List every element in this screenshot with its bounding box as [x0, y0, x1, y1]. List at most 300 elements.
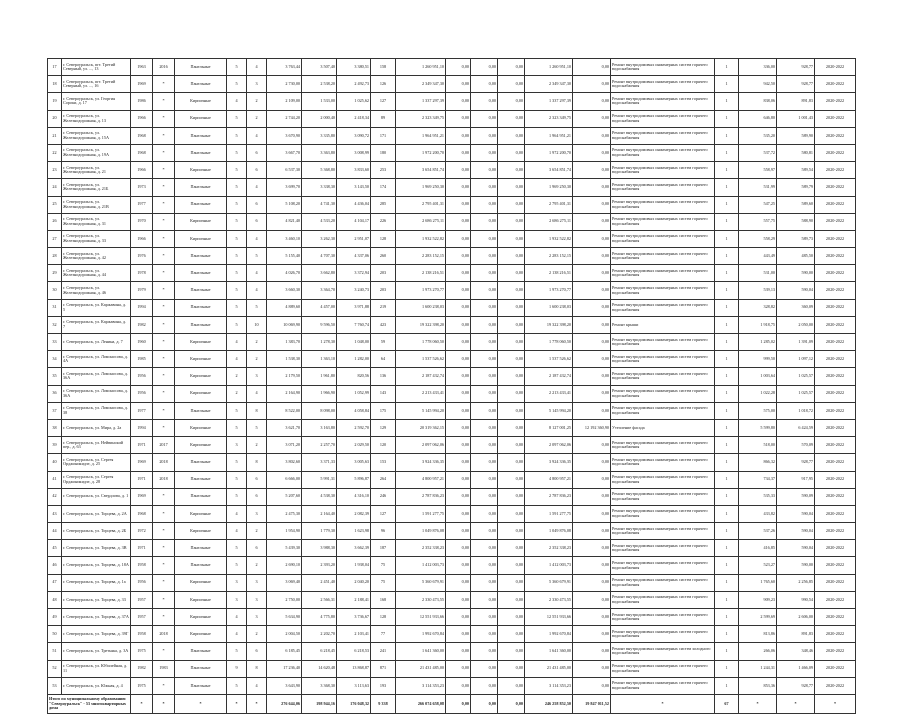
table-cell: 0,00 — [573, 179, 611, 196]
table-cell: г. Североуральск, ул. Торцева, д. 2Б — [62, 523, 131, 540]
table-cell: * — [153, 248, 175, 265]
table-cell: г. Североуральск, ул. Каржавина, д. 7 — [62, 316, 131, 333]
table-cell: 1973 — [131, 179, 153, 196]
table-cell: 2 — [247, 93, 267, 110]
table-row — [48, 523, 856, 540]
table-cell: 2020-2022 — [815, 282, 856, 299]
table-cell: 0,00 — [446, 230, 471, 247]
table-cell: 126 — [371, 76, 396, 93]
table-cell: 0,00 — [471, 316, 498, 333]
table-cell: Ремонт внутридомовых инженерных систем горячего водоснабжения — [611, 59, 715, 76]
table-cell: 3 262,30 — [302, 230, 337, 247]
table-cell: 539,13 — [739, 282, 777, 299]
table-cell: 3 071,20 — [267, 437, 302, 454]
table-cell: 590,04 — [777, 523, 815, 540]
table-cell: 0,00 — [498, 643, 525, 660]
table-cell: 5 — [227, 213, 247, 230]
table-cell: г. Североуральск, ул. Ломоносова, д. 36А — [62, 368, 131, 385]
table-cell: 2020-2022 — [815, 248, 856, 265]
table-cell: * — [153, 591, 175, 608]
table-cell: 0,00 — [498, 540, 525, 557]
table-cell: 48 — [48, 591, 62, 608]
table-cell: 0,00 — [471, 591, 498, 608]
table-cell: Ремонт внутридомовых инженерных систем горячего водоснабжения — [611, 505, 715, 522]
total-cell: * — [175, 694, 227, 713]
table-cell: 1 964 951,21 — [525, 127, 573, 144]
table-cell: 1 — [715, 93, 739, 110]
table-cell: 0,00 — [446, 471, 471, 488]
table-cell: 1 — [715, 196, 739, 213]
table-row — [48, 299, 856, 316]
table-cell: 75 — [371, 574, 396, 591]
table-cell: Ремонт внутридомовых инженерных систем горячего водоснабжения — [611, 144, 715, 161]
table-cell: 3 507,40 — [302, 59, 337, 76]
table-cell: 0,00 — [498, 230, 525, 247]
table-cell: Кирпичные — [175, 437, 227, 454]
total-cell: 0,00 — [498, 694, 525, 713]
table-cell: 6 185,45 — [267, 643, 302, 660]
table-cell: 187 — [371, 540, 396, 557]
table-cell: 5 — [247, 419, 267, 436]
table-cell: 0,00 — [573, 196, 611, 213]
table-cell: 246 — [371, 488, 396, 505]
table-cell: Панельные — [175, 402, 227, 419]
table-cell: 22 — [48, 144, 62, 161]
table-cell: 3 368,30 — [302, 677, 337, 694]
table-cell: 0,00 — [498, 334, 525, 351]
table-cell: 2020-2022 — [815, 574, 856, 591]
table-cell: 3 763,44 — [267, 59, 302, 76]
table-row — [48, 368, 856, 385]
table-cell: 5 — [227, 316, 247, 333]
table-cell: 928,77 — [777, 454, 815, 471]
table-cell: 537,26 — [739, 523, 777, 540]
table-cell: 535,33 — [739, 488, 777, 505]
table-cell: 5 — [227, 454, 247, 471]
table-cell: 6 — [247, 162, 267, 179]
table-cell: 5 — [227, 265, 247, 282]
table-cell: 0,00 — [446, 265, 471, 282]
table-cell: 3 163,80 — [302, 419, 337, 436]
table-cell: 10 — [247, 316, 267, 333]
table-cell: Ремонт внутридомовых инженерных систем горячего водоснабжения — [611, 110, 715, 127]
table-row — [48, 505, 856, 522]
table-cell: 0,00 — [471, 368, 498, 385]
table-row — [48, 179, 856, 196]
table-cell: г. Североуральск, ул. Торцева, д. 1а — [62, 574, 131, 591]
table-cell: 1956 — [131, 574, 153, 591]
table-cell: г. Североуральск, ул. Юбилейная, д. 11 — [62, 660, 131, 677]
table-cell: 2020-2022 — [815, 76, 856, 93]
table-row — [48, 144, 856, 161]
table-cell: * — [153, 368, 175, 385]
table-cell: 3 — [247, 591, 267, 608]
table-cell: 10 069,90 — [267, 316, 302, 333]
table-row — [48, 334, 856, 351]
table-cell: 136 — [371, 368, 396, 385]
table-cell: * — [153, 540, 175, 557]
table-row — [48, 265, 856, 282]
table-cell: 6 — [247, 196, 267, 213]
table-cell: 0,00 — [573, 351, 611, 368]
table-row — [48, 162, 856, 179]
table-cell: Ремонт внутридомовых инженерных систем горячего водоснабжения — [611, 437, 715, 454]
table-cell: 0,00 — [498, 282, 525, 299]
table-cell: 260 — [371, 248, 396, 265]
table-cell: 13 868,87 — [337, 660, 371, 677]
table-cell: 0,00 — [446, 93, 471, 110]
table-cell: 0,00 — [471, 471, 498, 488]
table-cell: г. Североуральск, ул. Железнодорожная, д. 15А — [62, 127, 131, 144]
table-cell: 1 — [715, 282, 739, 299]
table-cell: 1 — [715, 162, 739, 179]
table-cell: Ремонт внутридомовых инженерных систем горячего водоснабжения — [611, 385, 715, 402]
table-cell: 0,00 — [573, 127, 611, 144]
table-cell: * — [153, 230, 175, 247]
table-cell: 3 — [247, 76, 267, 93]
table-cell: 203 — [371, 265, 396, 282]
table-cell: 264 — [371, 471, 396, 488]
table-cell: 0,00 — [471, 523, 498, 540]
table-cell: Панельные — [175, 557, 227, 574]
table-cell: 5 — [227, 282, 247, 299]
table-cell: 1 — [715, 454, 739, 471]
table-cell: 0,00 — [471, 643, 498, 660]
table-cell: 2 257,70 — [302, 437, 337, 454]
table-cell: 1 — [715, 419, 739, 436]
table-cell: 171 — [371, 127, 396, 144]
table-cell: 2020-2022 — [815, 213, 856, 230]
table-cell: 0,00 — [573, 299, 611, 316]
table-cell: 1 260 951,10 — [525, 59, 573, 76]
table-cell: 1 591 277,75 — [396, 505, 446, 522]
table-cell: 1 — [715, 437, 739, 454]
table-cell: 1971 — [131, 540, 153, 557]
table-cell: 1 412 003,73 — [525, 557, 573, 574]
table-cell: 1 533,00 — [302, 93, 337, 110]
table-cell: 0,00 — [573, 334, 611, 351]
table-cell: 4 — [247, 59, 267, 76]
table-cell: 175 — [371, 402, 396, 419]
table-cell: 0,00 — [471, 110, 498, 127]
table-cell: 42 — [48, 488, 62, 505]
table-cell: 2018 — [153, 471, 175, 488]
table-cell: 2020-2022 — [815, 334, 856, 351]
table-cell: 1 938,04 — [337, 557, 371, 574]
table-cell: Панельные — [175, 196, 227, 213]
table-cell: 1 412 003,73 — [396, 557, 446, 574]
table-cell: 590,04 — [777, 505, 815, 522]
table-cell: 5 — [227, 677, 247, 694]
table-cell: 19 322 398,20 — [396, 316, 446, 333]
table-cell: Кирпичные — [175, 609, 227, 626]
table-cell: г. Североуральск, ул. Торцева, д. 37А — [62, 609, 131, 626]
table-row — [48, 385, 856, 402]
table-cell: г. Североуральск, ул. Железнодорожная, д. 31 — [62, 213, 131, 230]
table-cell: 0,00 — [498, 196, 525, 213]
table-cell: 1 538,30 — [267, 351, 302, 368]
table-cell: 1 — [715, 230, 739, 247]
table-cell: * — [153, 282, 175, 299]
table-row — [48, 419, 856, 436]
table-cell: 0,00 — [446, 454, 471, 471]
table-cell: 2020-2022 — [815, 557, 856, 574]
table-cell: Ремонт внутридомовых инженерных систем горячего водоснабжения — [611, 282, 715, 299]
table-cell: 3 069,40 — [267, 574, 302, 591]
table-cell: 2018 — [153, 626, 175, 643]
table-cell: Ремонт внутридомовых инженерных систем горячего водоснабжения — [611, 230, 715, 247]
table-cell: 1978 — [131, 265, 153, 282]
table-cell: 1969 — [131, 488, 153, 505]
table-cell: 1985 — [131, 351, 153, 368]
table-cell: 0,00 — [446, 591, 471, 608]
table-cell: 348,46 — [777, 643, 815, 660]
table-cell: Панельные — [175, 540, 227, 557]
table-cell: 1 — [715, 557, 739, 574]
table-cell: 2 393,20 — [302, 557, 337, 574]
table-cell: 3 338,30 — [302, 179, 337, 196]
table-cell: * — [153, 574, 175, 591]
table-cell: 590,00 — [777, 265, 815, 282]
table-cell: 2 164,90 — [267, 385, 302, 402]
table-cell: 1 — [715, 677, 739, 694]
table-cell: 0,00 — [498, 299, 525, 316]
table-cell: 443,49 — [739, 248, 777, 265]
table-cell: 3 988,30 — [302, 540, 337, 557]
table-cell: 26 — [48, 213, 62, 230]
table-cell: 5 145 994,20 — [396, 402, 446, 419]
table-cell: 3 090,72 — [337, 127, 371, 144]
table-cell: 9 — [227, 660, 247, 677]
table-cell: 2020-2022 — [815, 437, 856, 454]
table-cell: Кирпичные — [175, 368, 227, 385]
table-row — [48, 127, 856, 144]
table-cell: 3 833,60 — [337, 162, 371, 179]
table-cell: 928,77 — [777, 59, 815, 76]
table-cell: 0,00 — [498, 248, 525, 265]
table-cell: 5 634,90 — [267, 609, 302, 626]
table-cell: 1 049 876,08 — [525, 523, 573, 540]
table-cell: 0,00 — [498, 402, 525, 419]
table-cell: 2 730,00 — [267, 76, 302, 93]
table-cell: 1975 — [131, 643, 153, 660]
table-cell: 2 000,40 — [302, 110, 337, 127]
table-cell: г. Североуральск, ул. Железнодорожная, д. 21 — [62, 162, 131, 179]
table-cell: 0,00 — [573, 540, 611, 557]
table-cell: 1960 — [131, 334, 153, 351]
table-cell: 2020-2022 — [815, 368, 856, 385]
table-cell: 590,04 — [777, 282, 815, 299]
table-cell: 2 330 473,55 — [525, 591, 573, 608]
table-cell: 1 — [715, 368, 739, 385]
table-row — [48, 660, 856, 677]
table-cell: 32 — [48, 316, 62, 333]
table-cell: 1 025,62 — [337, 93, 371, 110]
table-cell: Ремонт внутридомовых инженерных систем горячего водоснабжения — [611, 76, 715, 93]
table-cell: г. Североуральск, ул. Железнодорожная, д. 13 — [62, 110, 131, 127]
table-cell: 2 — [227, 385, 247, 402]
table-cell: 1983 — [153, 660, 175, 677]
table-cell: 2 103,41 — [337, 626, 371, 643]
table-cell: 2 — [247, 437, 267, 454]
table-cell: 3 662,80 — [302, 265, 337, 282]
table-cell: * — [153, 213, 175, 230]
table-cell: 4 — [227, 609, 247, 626]
table-cell: 37 — [48, 402, 62, 419]
table-cell: 3 667,70 — [267, 144, 302, 161]
table-cell: 1 966,90 — [302, 385, 337, 402]
table-cell: 2020-2022 — [815, 179, 856, 196]
table-cell: 0,00 — [446, 248, 471, 265]
table-cell: Панельные — [175, 144, 227, 161]
table-cell: 0,00 — [446, 385, 471, 402]
table-cell: 558,97 — [739, 162, 777, 179]
table-cell: 0,00 — [498, 471, 525, 488]
table-cell: 0,00 — [446, 574, 471, 591]
table-cell: г. Североуральск, ул. Сергея Орджоникидзе, д. 28 — [62, 471, 131, 488]
table-cell: 168 — [371, 591, 396, 608]
table-cell: 3 114 353,23 — [396, 677, 446, 694]
table-cell: 0,00 — [446, 179, 471, 196]
table-cell: 33 — [48, 334, 62, 351]
table-cell: 4 436,04 — [337, 196, 371, 213]
table-cell: 24 — [48, 179, 62, 196]
table-cell: 3 924 336,35 — [396, 454, 446, 471]
table-cell: 2017 — [153, 437, 175, 454]
table-cell: 3 005,63 — [337, 454, 371, 471]
table-cell: 6 537,30 — [267, 162, 302, 179]
total-cell: * — [611, 694, 715, 713]
table-cell: 2 599,69 — [739, 609, 777, 626]
table-cell: 1966 — [131, 110, 153, 127]
table-cell: 89 — [371, 110, 396, 127]
table-cell: 0,00 — [498, 609, 525, 626]
table-cell: 360,09 — [777, 299, 815, 316]
table-cell: Ремонт внутридомовых инженерных систем горячего водоснабжения — [611, 626, 715, 643]
table-cell: 328,82 — [739, 299, 777, 316]
table-cell: 5 — [227, 643, 247, 660]
table-cell: 2 349 347,30 — [396, 76, 446, 93]
table-cell: 2 538,20 — [302, 76, 337, 93]
table-cell: Панельные — [175, 316, 227, 333]
table-cell: Ремонт крыши — [611, 316, 715, 333]
table-cell: 2016 — [153, 59, 175, 76]
table-row — [48, 677, 856, 694]
table-cell: 0,00 — [471, 59, 498, 76]
table-cell: 6 218,45 — [302, 643, 337, 660]
table-cell: 0,00 — [471, 282, 498, 299]
table-cell: Ремонт внутридомовых инженерных систем горячего водоснабжения — [611, 557, 715, 574]
table-cell: 2020-2022 — [815, 351, 856, 368]
table-cell: 0,00 — [498, 523, 525, 540]
table-cell: 4 — [227, 523, 247, 540]
table-cell: 1 — [715, 626, 739, 643]
table-cell: 0,00 — [573, 523, 611, 540]
table-cell: 2020-2022 — [815, 419, 856, 436]
table-row — [48, 557, 856, 574]
table-cell: 1 778 060,50 — [525, 334, 573, 351]
table-cell: 0,00 — [471, 196, 498, 213]
table-cell: 1 641 360,00 — [525, 643, 573, 660]
table-cell: 1 278,30 — [302, 334, 337, 351]
total-cell: 276 644,06 — [267, 694, 302, 713]
table-cell: 0,00 — [498, 574, 525, 591]
table-cell: 1 932 522,82 — [525, 230, 573, 247]
table-cell: 0,00 — [471, 248, 498, 265]
table-cell: 0,00 — [498, 213, 525, 230]
table-cell: 2 787 836,23 — [525, 488, 573, 505]
table-cell: 4 — [247, 265, 267, 282]
table-cell: 2018 — [153, 454, 175, 471]
table-cell: 1 285,02 — [739, 334, 777, 351]
table-cell: 47 — [48, 574, 62, 591]
table-cell: 0,00 — [471, 574, 498, 591]
table-cell: 4 316,10 — [337, 488, 371, 505]
table-cell: 2 138 216,51 — [396, 265, 446, 282]
table-cell: 129 — [371, 419, 396, 436]
table-cell: 0,00 — [446, 643, 471, 660]
table-cell: 1 097,12 — [777, 351, 815, 368]
table-cell: 589,60 — [777, 196, 815, 213]
table-cell: 43 — [48, 505, 62, 522]
table-cell: 2020-2022 — [815, 110, 856, 127]
table-row — [48, 110, 856, 127]
table-cell: 537,72 — [739, 144, 777, 161]
table-cell: 2 323 349,75 — [396, 110, 446, 127]
table-cell: 4 533,20 — [302, 213, 337, 230]
table-cell: 128 — [371, 609, 396, 626]
table-cell: 0,00 — [446, 523, 471, 540]
table-cell: 5 — [227, 196, 247, 213]
table-body — [48, 59, 856, 714]
table-cell: 1963 — [131, 59, 153, 76]
table-cell: 3 — [227, 591, 247, 608]
table-cell: 0,00 — [573, 660, 611, 677]
table-cell: 588,90 — [777, 213, 815, 230]
table-cell: 193 — [371, 677, 396, 694]
table-cell: 0,00 — [471, 93, 498, 110]
table-cell: 17 — [48, 59, 62, 76]
table-row — [48, 574, 856, 591]
table-cell: 34 — [48, 351, 62, 368]
table-cell: 1 779,30 — [302, 523, 337, 540]
table-cell: 0,00 — [573, 230, 611, 247]
table-cell: 2 164,40 — [302, 505, 337, 522]
table-cell: 2 202,70 — [302, 626, 337, 643]
table-cell: 1 600 238,03 — [525, 299, 573, 316]
table-cell: 909,23 — [739, 591, 777, 608]
table-cell: 3 971,88 — [337, 299, 371, 316]
table-cell: г. Североуральск, пгт. Третий Северный, ул. ..., 16 — [62, 76, 131, 93]
table-cell: Ремонт внутридомовых инженерных систем горячего водоснабжения — [611, 127, 715, 144]
table-cell: 5 — [227, 110, 247, 127]
table-cell: 0,00 — [446, 196, 471, 213]
table-cell: 0,00 — [498, 93, 525, 110]
table-cell: 1 001,43 — [777, 110, 815, 127]
table-row — [48, 248, 856, 265]
table-cell: 2020-2022 — [815, 162, 856, 179]
table-cell: 127 — [371, 93, 396, 110]
table-cell: 31 — [48, 299, 62, 316]
table-cell: 2 — [227, 368, 247, 385]
table-row — [48, 213, 856, 230]
table-cell: 0,00 — [446, 609, 471, 626]
table-cell: * — [153, 419, 175, 436]
table-cell: 2 — [247, 626, 267, 643]
table-cell: 0,00 — [498, 454, 525, 471]
table-cell: 2 323 349,75 — [525, 110, 573, 127]
table-cell: 0,00 — [471, 127, 498, 144]
